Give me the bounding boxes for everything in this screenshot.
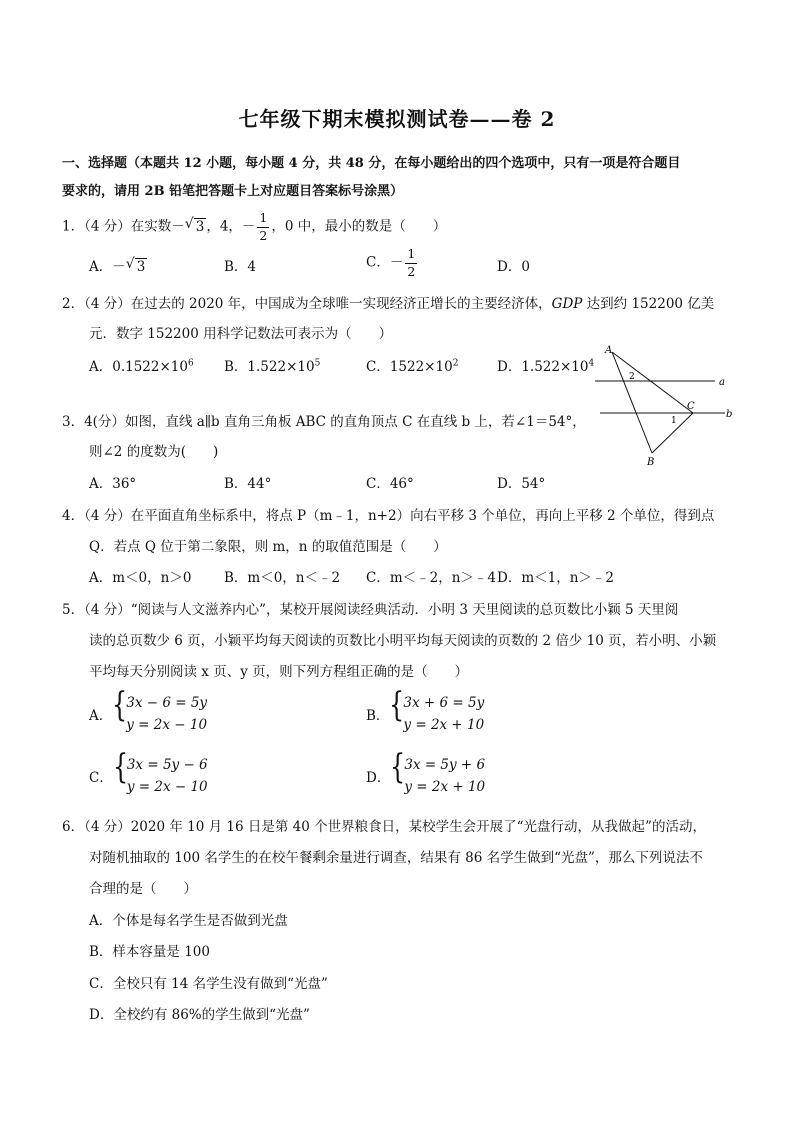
q3-option-b: B．44°	[224, 476, 272, 492]
question-3-stem-line1: 3．4(分）如图，直线 a∥b 直角三角板 ABC 的直角顶点 C 在直线 b 上，若∠1＝54°，	[62, 414, 586, 430]
angle-1-label: 1	[671, 416, 677, 426]
q4-option-b: B．m＜0，n＜﹣2	[224, 570, 341, 586]
q6-option-d: D．全校约有 86%的学生做到“光盘”	[89, 1007, 310, 1023]
question-4-stem-line2: Q．若点 Q 位于第二象限，则 m，n 的取值范围是（ ）	[89, 539, 447, 555]
q1-suffix: ，0 中，最小的数是（ ）	[271, 218, 447, 235]
q5-option-b: B． { 3x + 6 = 5y y = 2x + 10	[366, 685, 485, 733]
label-C: C	[687, 401, 695, 412]
question-1-stem	[62, 212, 446, 242]
q5-option-d: D． { 3x = 5y + 6 y = 2x + 10	[366, 747, 486, 795]
q6-option-a: A．个体是每名学生是否做到光盘	[89, 913, 288, 929]
question-5-stem-line1: 5．（4 分）“阅读与人文滋养内心”，某校开展阅读经典活动．小明 3 天里阅读的总页数比小颖 5 天里阅	[62, 602, 679, 618]
label-a: a	[719, 377, 725, 388]
question-6-stem-line2: 对随机抽取的 100 名学生的在校午餐剩余量进行调查，结果有 86 名学生做到“光盘”，那么下列说法不	[89, 850, 703, 866]
question-5-stem-line3: 平均每天分别阅读 x 页、y 页，则下列方程组正确的是（ ）	[89, 664, 469, 680]
q5-option-c: C． { 3x = 5y − 6 y = 2x − 10	[89, 747, 208, 795]
q2-option-a: A．$0.1522\times 10^6$	[89, 358, 194, 375]
q4-option-a: A．m＜0，n＞0	[89, 570, 192, 586]
q1-option-b: B．4	[224, 259, 257, 275]
angle-2-label: 2	[629, 372, 635, 382]
label-b: b	[726, 409, 733, 420]
q1-option-a: A．－ √ 3	[89, 256, 146, 275]
question-3-stem-line2: 则∠2 的度数为( )	[89, 444, 219, 460]
question-2-stem-line2: 元．数字 152200 用科学记数法可表示为（ ）	[89, 326, 393, 342]
question-4-stem-line1: 4．（4 分）在平面直角坐标系中，将点 P（m﹣1，n+2）向右平移 3 个单位，再向上平移 2 个单位，得到点	[62, 508, 715, 524]
q4-option-d: D．m＜1，n＞﹣2	[497, 570, 614, 586]
q1-mid: ，4，－	[206, 218, 256, 235]
q1-prefix: 1．（4 分）在实数－	[62, 218, 185, 235]
q4-option-c: C．m＜﹣2，n＞﹣4	[366, 570, 497, 586]
q2-option-d: D．$1.522\times 10^4$	[497, 358, 595, 375]
label-A: A	[605, 345, 613, 356]
q1-fraction: $\frac{1}{2}$	[259, 210, 268, 243]
q2-option-c: C．$1522\times 10^2$	[366, 358, 459, 375]
question-5-stem-line2: 读的总页数少 6 页，小颖平均每天阅读的页数比小明平均每天阅读的页数的 2 倍少 10 页，若小明、小颖	[89, 633, 717, 649]
q3-option-d: D．54°	[497, 476, 546, 492]
q1-sqrt: √ 3	[184, 215, 205, 235]
q1-option-c: C．－ $\frac{1}{2}$	[366, 246, 416, 279]
section-heading-line1: 一、选择题（本题共 12 小题，每小题 4 分，共 48 分，在每小题给出的四个选项中，只有一项是符合题目	[62, 156, 681, 171]
q3-option-c: C．46°	[366, 476, 414, 492]
label-B: B	[647, 457, 655, 468]
q6-option-c: C．全校只有 14 名学生没有做到“光盘”	[89, 976, 328, 992]
question-2-stem-line1: 2．（4 分）在过去的 2020 年，中国成为全球唯一实现经济正增长的主要经济体，GDP 达到约 152200 亿美	[62, 296, 715, 312]
q3-option-a: A．36°	[89, 476, 137, 492]
q5-option-a: A． { 3x − 6 = 5y y = 2x − 10	[89, 685, 208, 733]
q1-option-d: D．0	[497, 259, 530, 275]
q3-triangle-figure	[595, 345, 735, 470]
question-6-stem-line3: 合理的是（ ）	[89, 881, 197, 897]
section-heading-line2: 要求的，请用 2B 铅笔把答题卡上对应题目答案标号涂黑）	[62, 184, 404, 199]
page-title: 七年级下期末模拟测试卷——卷 2	[238, 107, 556, 131]
q2-option-b: B．$1.522\times 10^5$	[224, 358, 321, 375]
question-6-stem-line1: 6．（4 分）2020 年 10 月 16 日是第 40 个世界粮食日，某校学生会开展了“光盘行动，从我做起”的活动，	[62, 819, 706, 835]
q6-option-b: B．样本容量是 100	[89, 944, 210, 960]
